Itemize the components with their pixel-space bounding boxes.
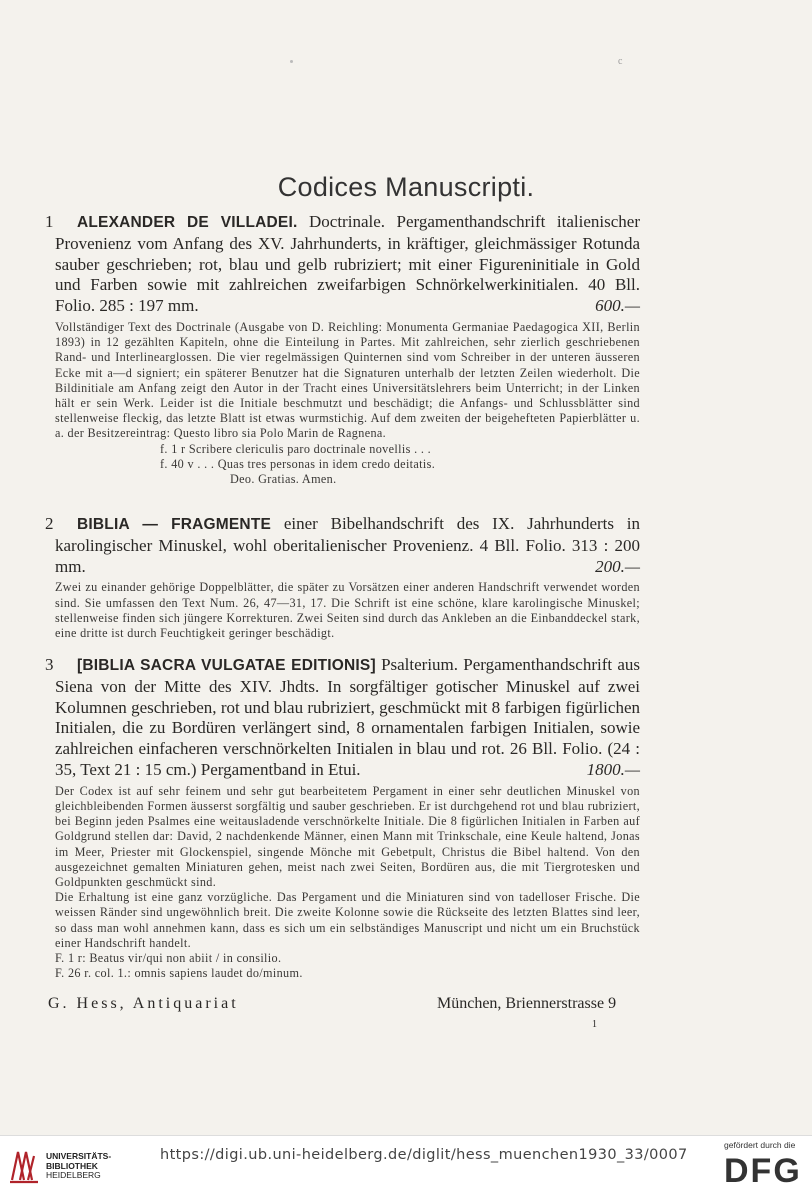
entry-price: 1800.— [586, 759, 640, 779]
entry-note [55, 784, 640, 982]
catalog-entry-3 [45, 655, 640, 981]
entry-quote: F. 26 r. col. 1.: omnis sapiens laudet do/minum. [55, 966, 303, 981]
library-line: HEIDELBERG [46, 1170, 101, 1180]
lot-number: 2 [45, 514, 54, 533]
entry-note-text: Vollständiger Text des Doctrinale (Ausgabe von D. Reichling: Monumenta Germaniae Paedagogica XII, Berlin 1893) in 12 gezählten Kapiteln, ohne die Einteilung in Partes. Mit zahlreichen, sehr zierlich geschriebenen Rand- und Interlinearglossen. Die vier regelmässigen Quinternen sind vom Schreiber in der unteren äusseren Ecke mit a—d signiert; ein späterer Benutzer hat die Signaturen unterhalb der letzten Zeilen wiederholt. Die Bildinitiale am Anfang zeigt den Autor in der Tracht eines Universitätslehrers beim Unterricht; in der Linken hält er sein Werk. Leider ist die Initiale beschmutzt und beschädigt; die Anfangs- und Schlussblätter sind stellenweise fleckig, das letzte Blatt ist etwas wurmstichig. Auf dem zweiten der beigehefteten Papierblätter u. a. der Besitzereintrag: Questo libro sia Polo Marin de Ragnena. [55, 319, 640, 441]
page-title: Codices Manuscripti. [277, 172, 535, 202]
entry-note [55, 320, 640, 487]
lot-number: 3 [45, 655, 54, 674]
entry-main-text [55, 212, 640, 317]
entry-main-text [55, 655, 640, 781]
catalog-entry-1 [45, 212, 641, 487]
publisher-name: G. Hess, Antiquariat [48, 995, 239, 1012]
sheet-signature: 1 [592, 1019, 597, 1030]
entry-main-text [55, 514, 640, 577]
entry-price: 600.— [595, 296, 640, 316]
catalog-entry-2 [45, 514, 640, 641]
entry-note [55, 580, 640, 641]
funding-label: gefördert durch die [724, 1140, 796, 1150]
entry-description: einer Bibelhandschrift des IX. Jahrhunderts in karolingischer Minuskel, wohl oberitalienischer Provenienz. 4 Bll. Folio. 313 : 200 mm. [55, 514, 640, 576]
entry-quote: Deo. Gratias. Amen. [230, 472, 337, 487]
entry-description: Psalterium. Pergamenthandschrift aus Siena von der Mitte des XIV. Jhdts. In sorgfältiger gotischer Minuskel auf zwei Kolumnen geschrieben, rot und blau rubriziert, geschmückt mit 8 farbigen figürlichen Initialen, die zu Bordüren verlängert sind, 8 ornamentalen farbigen Initialen, sowie zahlreichen einfacheren verschnörkelten Initialen in blau und rot. 26 Bll. Folio. (24 : 35, Text 21 : 15 cm.) Pergamentband in Etui. [55, 655, 640, 779]
publisher-address: München, Briennerstrasse 9 [437, 995, 617, 1012]
entry-price: 200.— [595, 556, 640, 576]
library-line: BIBLIOTHEK [46, 1160, 98, 1171]
university-library-name[interactable] [46, 1152, 111, 1181]
entry-quote: f. 1 r Scribere clericulis paro doctrinale novellis . . . [160, 441, 432, 456]
viewer-footer-bar [0, 1135, 812, 1194]
lot-number: 1 [45, 212, 54, 231]
university-library-logo-icon[interactable] [8, 1146, 40, 1184]
entry-note-text: Die Erhaltung ist eine ganz vorzügliche. Das Pergament und die Miniaturen sind von tadelloser Frische. Die weissen Ränder sind ungewöhnlich breit. Die zweite Kolonne sowie die Rückseite des letzten Blattes sind leer, so dass man wohl annehmen kann, dass es sich um ein selbständiges Manuscript und nicht um ein Bruchstück einer Handschrift handelt. [55, 890, 640, 950]
dfg-logo[interactable]: DFG [724, 1152, 802, 1190]
library-line: UNIVERSITÄTS- [46, 1151, 112, 1161]
entry-quote: f. 40 v . . . Quas tres personas in idem credo deitatis. [160, 456, 436, 471]
document-url-link[interactable]: https://digi.ub.uni-heidelberg.de/diglit/hess_muenchen1930_33/0007 [160, 1147, 688, 1163]
corner-mark: c [618, 56, 623, 67]
entry-note-text: Zwei zu einander gehörige Doppelblätter, die später zu Vorsätzen einer anderen Handschrift verwendet worden sind. Sie umfassen den Text Num. 26, 47—31, 17. Die Schrift ist eine schöne, klare karolingische Minuskel; stellenweise finden sich jüngere Korrekturen. Zwei Seiten sind durch das Ankleben an die Einbanddeckel stark, eine dritte ist durch Feuchtigkeit geringer beschädigt. [55, 580, 640, 640]
entry-author: ALEXANDER DE VILLADEI. [77, 214, 298, 231]
entry-quote: F. 1 r: Beatus vir/qui non abiit / in consilio. [55, 951, 282, 966]
entry-description: Doctrinale. Pergamenthandschrift italienischer Provenienz vom Anfang des XV. Jahrhunderts, in kräftiger, gleichmässiger Rotunda sauber geschrieben; rot, blau und gelb rubriziert; mit einer Figureninitiale in Gold und Farben sowie mit zahlreichen zweifarbigen Schnörkelwerkinitialen. 40 Bll. Folio. 285 : 197 mm. [55, 212, 641, 316]
entry-author: [BIBLIA SACRA VULGATAE EDITIONIS] [77, 657, 376, 674]
entry-author: BIBLIA — FRAGMENTE [77, 516, 272, 533]
entry-note-text: Der Codex ist auf sehr feinem und sehr gut bearbeitetem Pergament in einer sehr deutlichen Minuskel von gleichbleibenden Formen äusserst sorgfältig und sauber geschrieben. Er ist durchgehend rot und blau rubriziert, bei Beginn jeden Psalmes eine weitausladende verschnörkelte Initiale. Die 8 figürlichen Initialen in Farben auf Goldgrund stellen dar: David, 2 nachdenkende Männer, einen Mann mit Trinkschale, eine Keule haltend, Jonas im Meer, Priester mit Glockenspiel, singende Mönche mit Gebetpult, Christus die Bibel haltend. Von den ausgezeichnet gemalten Miniaturen gehen, meist nach zwei Seiten, Bordüren aus, die mit Tiergrotesken und Goldpunkten geschmückt sind. [55, 783, 640, 889]
page-speck [290, 60, 293, 63]
